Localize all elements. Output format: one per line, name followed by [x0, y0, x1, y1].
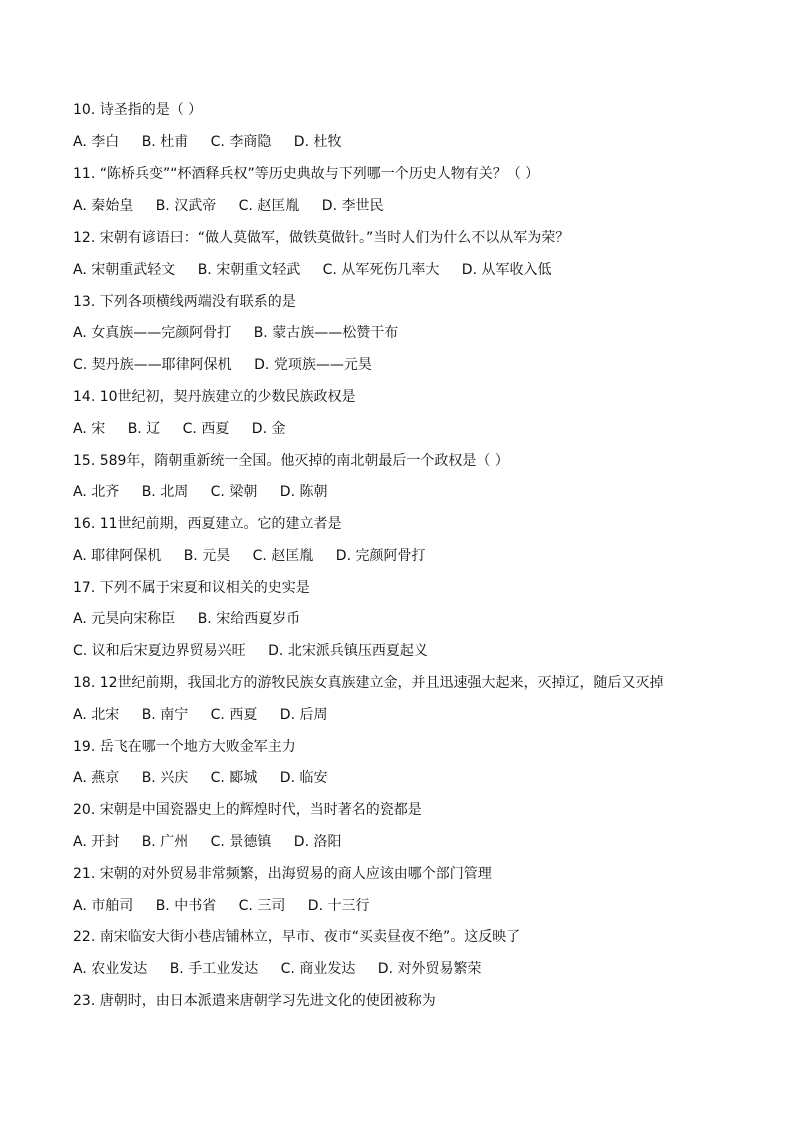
- option-row: [73, 260, 551, 280]
- option-row: [73, 609, 300, 629]
- option: C. 商业发达: [280, 961, 356, 977]
- option: A. 宋朝重武轻文: [73, 262, 176, 278]
- option: C. 三司: [238, 898, 286, 914]
- option: B. 兴庆: [141, 770, 189, 786]
- option: B. 宋给西夏岁币: [197, 611, 301, 627]
- option: B. 中书省: [155, 898, 217, 914]
- question-stem: 23. 唐朝时，由日本派遣来唐朝学习先进文化的使团被称为: [73, 993, 436, 1009]
- option: A. 开封: [73, 834, 120, 850]
- question-stem: 20. 宋朝是中国瓷器史上的辉煌时代，当时著名的瓷都是: [73, 802, 422, 818]
- option: C. 西夏: [182, 421, 230, 437]
- option: C. 郾城: [210, 770, 258, 786]
- question-stem: 14. 10世纪初，契丹族建立的少数民族政权是: [73, 389, 356, 405]
- option: D. 十三行: [307, 898, 370, 914]
- option: B. 蒙古族——松赞干布: [253, 325, 399, 341]
- option-row: [73, 641, 428, 661]
- option-row: [73, 132, 341, 152]
- option: A. 农业发达: [73, 961, 148, 977]
- question-stem: 16. 11世纪前期，西夏建立。它的建立者是: [73, 516, 342, 532]
- option: C. 西夏: [210, 707, 258, 723]
- option-row: [73, 323, 398, 343]
- option: B. 汉武帝: [155, 198, 217, 214]
- option-row: [73, 832, 341, 852]
- option-row: [73, 355, 372, 375]
- option: D. 对外贸易繁荣: [377, 961, 482, 977]
- question-stem: 10. 诗圣指的是（ ）: [73, 102, 203, 118]
- option: A. 耶律阿保机: [73, 548, 162, 564]
- option-row: [73, 196, 383, 216]
- option: C. 梁朝: [210, 484, 258, 500]
- option: A. 女真族——完颜阿骨打: [73, 325, 232, 341]
- option: A. 元昊向宋称臣: [73, 611, 176, 627]
- option: B. 广州: [141, 834, 189, 850]
- option: D. 杜牧: [293, 134, 342, 150]
- option: A. 市舶司: [73, 898, 134, 914]
- question-stem: 15. 589年，隋朝重新统一全国。他灭掉的南北朝最后一个政权是（ ）: [73, 453, 509, 469]
- question-stem: 18. 12世纪前期，我国北方的游牧民族女真族建立金，并且迅速强大起来，灭掉辽，随后又灭掉: [73, 675, 664, 691]
- option-row: [73, 482, 327, 502]
- option: A. 燕京: [73, 770, 120, 786]
- option-row: [73, 546, 425, 566]
- option: B. 杜甫: [141, 134, 189, 150]
- question-stem: 21. 宋朝的对外贸易非常频繁，出海贸易的商人应该由哪个部门管理: [73, 866, 492, 882]
- option: D. 金: [251, 421, 286, 437]
- question-stem: 17. 下列不属于宋夏和议相关的史实是: [73, 580, 310, 596]
- option: A. 北宋: [73, 707, 120, 723]
- option: D. 党项族——元昊: [254, 357, 372, 373]
- option: A. 宋: [73, 421, 106, 437]
- question-stem: 19. 岳飞在哪一个地方大败金军主力: [73, 739, 296, 755]
- option-row: [73, 896, 369, 916]
- option: B. 辽: [127, 421, 161, 437]
- option: C. 赵匡胤: [252, 548, 314, 564]
- option: A. 李白: [73, 134, 120, 150]
- option: B. 宋朝重文轻武: [197, 262, 301, 278]
- option: D. 陈朝: [279, 484, 328, 500]
- option: C. 李商隐: [210, 134, 272, 150]
- option: D. 从军收入低: [461, 262, 552, 278]
- option: B. 南宁: [141, 707, 189, 723]
- option: D. 后周: [279, 707, 328, 723]
- option: B. 元昊: [183, 548, 231, 564]
- option-row: [73, 419, 285, 439]
- option: D. 北宋派兵镇压西夏起义: [268, 643, 428, 659]
- option: C. 议和后宋夏边界贸易兴旺: [73, 643, 246, 659]
- option-row: [73, 768, 327, 788]
- option: D. 洛阳: [293, 834, 342, 850]
- option-row: [73, 705, 327, 725]
- option: C. 景德镇: [210, 834, 272, 850]
- option: B. 手工业发达: [169, 961, 259, 977]
- option: D. 临安: [279, 770, 328, 786]
- option: B. 北周: [141, 484, 189, 500]
- option: C. 从军死伤几率大: [322, 262, 440, 278]
- option-row: [73, 959, 481, 979]
- option: A. 北齐: [73, 484, 120, 500]
- question-stem: 11. “陈桥兵变”“杯酒释兵权”等历史典故与下列哪一个历史人物有关？（ ）: [73, 166, 540, 182]
- option: A. 秦始皇: [73, 198, 134, 214]
- question-stem: 12. 宋朝有谚语曰：“做人莫做军，做铁莫做针。”当时人们为什么不以从军为荣？: [73, 230, 570, 246]
- option: C. 契丹族——耶律阿保机: [73, 357, 232, 373]
- question-stem: 13. 下列各项横线两端没有联系的是: [73, 294, 296, 310]
- option: D. 完颜阿骨打: [335, 548, 426, 564]
- question-stem: 22. 南宋临安大街小巷店铺林立，早市、夜市“买卖昼夜不绝”。这反映了: [73, 929, 521, 945]
- option: D. 李世民: [321, 198, 384, 214]
- option: C. 赵匡胤: [238, 198, 300, 214]
